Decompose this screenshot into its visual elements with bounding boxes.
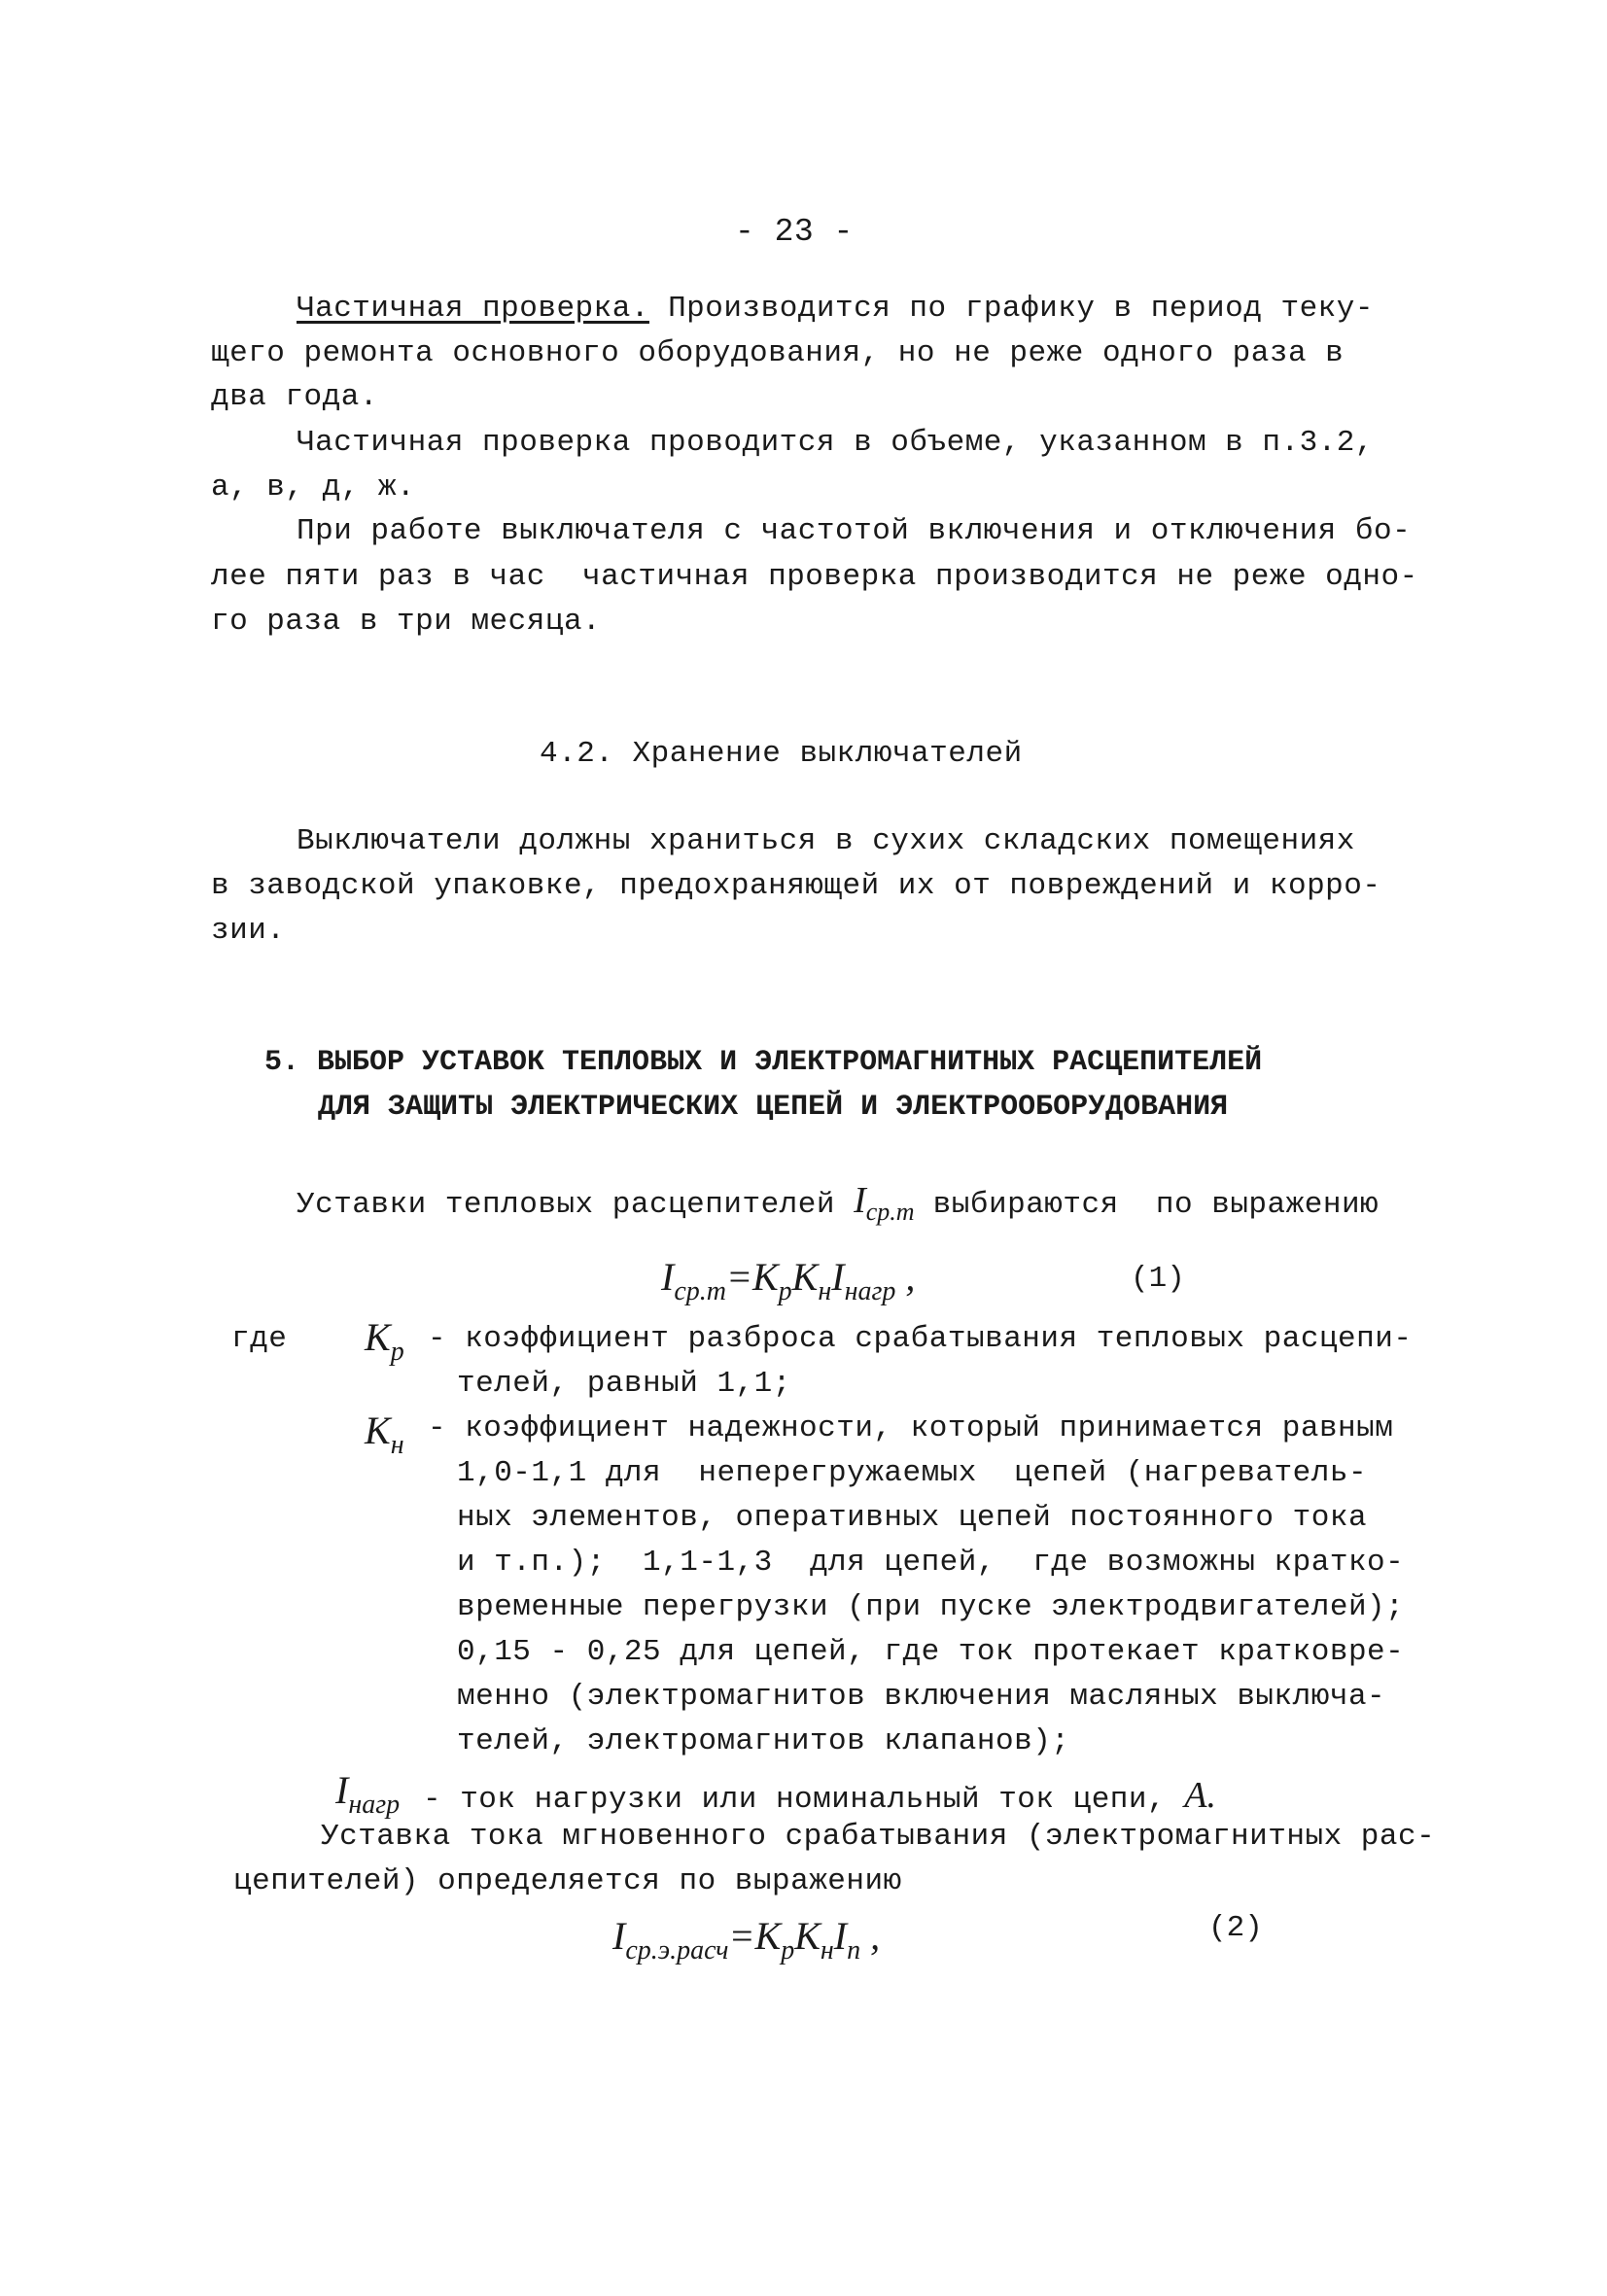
definition-line: временные перегрузки (при пуске электродвигателей); [457, 1590, 1405, 1624]
unit-symbol: А. [1184, 1775, 1216, 1816]
definition-line: - коэффициент надежности, который принимается равным [428, 1411, 1394, 1445]
where-label: где [231, 1322, 288, 1356]
paragraph-line: го раза в три месяца. [211, 605, 602, 639]
equation-number: (2) [1208, 1911, 1263, 1945]
definition-line: менно (электромагнитов включения масляных выключа- [457, 1680, 1386, 1714]
paragraph-line: Выключатели должны храниться в сухих складских помещениях [297, 824, 1355, 858]
paragraph-line: два года. [211, 380, 378, 414]
paragraph-text: Производится по графику в период теку- [648, 292, 1374, 326]
paragraph-text: выбираются по выражению [914, 1188, 1380, 1222]
paragraph-line: зии. [211, 914, 286, 948]
paragraph-text: Уставки тепловых расцепителей [297, 1188, 855, 1222]
formula-2: $I_{ср.э.расч}=K_рK_нI_п$ , [612, 1914, 881, 1966]
paragraph-line: цепителей) определяется по выражению [233, 1864, 902, 1898]
definition-line: и т.п.); 1,1-1,3 для цепей, где возможны кратко- [457, 1546, 1405, 1580]
definition-line: - ток нагрузки или номинальный ток цепи, А. [423, 1775, 1216, 1817]
paragraph-line: щего ремонта основного оборудования, но не реже одного раза в [211, 336, 1345, 370]
definition-line: ных элементов, оперативных цепей постоянного тока [457, 1501, 1368, 1535]
kp-symbol: $K_р$ [365, 1315, 404, 1367]
section-title: 4.2. Хранение выключателей [540, 737, 1023, 771]
inline-symbol: $I_{ср.т}$ [854, 1180, 915, 1226]
paragraph-line: При работе выключателя с частотой включения и отключения бо- [297, 514, 1412, 548]
paragraph-line: лее пяти раз в час частичная проверка производится не реже одно- [211, 560, 1418, 594]
definition-line: 0,15 - 0,25 для цепей, где ток протекает кратковре- [457, 1635, 1405, 1669]
paragraph-line [297, 294, 1374, 324]
paragraph-line: в заводской упаковке, предохраняющей их от повреждений и корро- [211, 869, 1381, 903]
section-heading: 5. ВЫБОР УСТАВОК ТЕПЛОВЫХ И ЭЛЕКТРОМАГНИТНЫХ РАСЦЕПИТЕЛЕЙ [264, 1046, 1263, 1079]
lead-title: Частичная проверка. [297, 292, 649, 326]
definition-line: телей, электромагнитов клапанов); [457, 1724, 1070, 1758]
equation-number: (1) [1131, 1262, 1185, 1296]
kh-symbol: $K_н$ [365, 1409, 404, 1460]
formula-1: $I_{ср.т}=K_рK_нI_{нагр}$ , [661, 1255, 916, 1306]
paragraph-line: Уставка тока мгновенного срабатывания (электромагнитных рас- [321, 1820, 1436, 1854]
page-number: - 23 - [735, 214, 854, 250]
paragraph-line [297, 1182, 1379, 1225]
definition-line: - коэффициент разброса срабатывания тепловых расцепи- [428, 1322, 1413, 1356]
paragraph-line: а, в, д, ж. [211, 470, 416, 504]
inagr-symbol: $I_{нагр}$ [335, 1768, 401, 1820]
definition-line: телей, равный 1,1; [457, 1367, 791, 1401]
section-heading: ДЛЯ ЗАЩИТЫ ЭЛЕКТРИЧЕСКИХ ЦЕПЕЙ И ЭЛЕКТРООБОРУДОВАНИЯ [318, 1091, 1229, 1124]
paragraph-line: Частичная проверка проводится в объеме, указанном в п.3.2, [297, 426, 1374, 460]
definition-line: 1,0-1,1 для неперегружаемых цепей (нагреватель- [457, 1456, 1368, 1490]
